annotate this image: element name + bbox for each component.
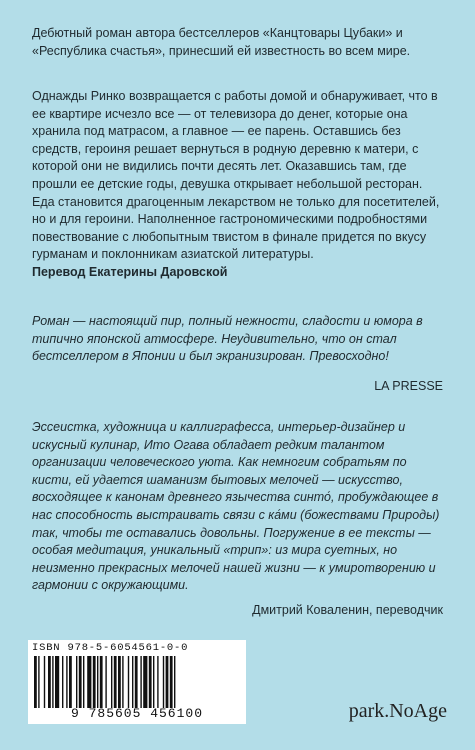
- isbn-barcode: [28, 640, 246, 724]
- review-quote: Роман — настоящий пир, полный нежности, сладости и юмора в типично японской атмосфере. Неудивительно, что он стал бестселлером в Японии и был экранизирован. Превосходно!: [32, 314, 423, 364]
- barcode-digits: 9 785605 456100: [70, 706, 204, 721]
- translator-credit: Перевод Екатерины Даровской: [32, 265, 228, 279]
- publisher-logo: park.NoAge: [348, 700, 447, 722]
- intro-paragraph: Дебютный роман автора бестселлеров «Канцтовары Цубаки» и «Республика счастья», принесший ей известность во всем мире.: [32, 26, 411, 58]
- quote-source: LA PRESSE: [374, 379, 443, 393]
- critic-essay: Эссеистка, художница и каллиграфесса, интерьер-дизайнер и искусный кулинар, Ито Огава обладает редким талантом организации человеческого уюта. Как немногим собратьям по кисти, ей удается шаманизм бытовых мелочей — искусство, восходящее к канонам древнего язычества синто́, пробуждающее в нас способность выстраивать связи с ка́ми (божествами Природы) так, чтобы те оставались довольны. Погружение в ее тексты — особая медитация, уникальный «трип»: из мира суетных, но неизменно прекрасных мелочей нашей жизни — к умиротворению и гармонии с окружающими.: [32, 420, 440, 593]
- isbn-label: ISBN 978-5-6054561-0-0: [32, 642, 189, 654]
- barcode-bars: [32, 656, 242, 708]
- essay-author: Дмитрий Коваленин, переводчик: [252, 603, 443, 617]
- synopsis-paragraph: Однажды Ринко возвращается с работы домой и обнаруживает, что в ее квартире исчезло все — от телевизора до денег, которые она хранила под матрасом, а главное — ее парень. Оставшись без средств, героиня решает вернуться в родную деревню к матери, с которой они не видились почти десять лет. Оказавшись там, где прошли ее детские годы, девушка открывает небольшой ресторан. Еда становится драгоценным лекарством не только для посетителей, но и для героини. Наполненное гастрономическими подробностями повествование с любопытным твистом в финале придется по вкусу гурманам и поклонникам азиатской литературы.: [32, 89, 440, 262]
